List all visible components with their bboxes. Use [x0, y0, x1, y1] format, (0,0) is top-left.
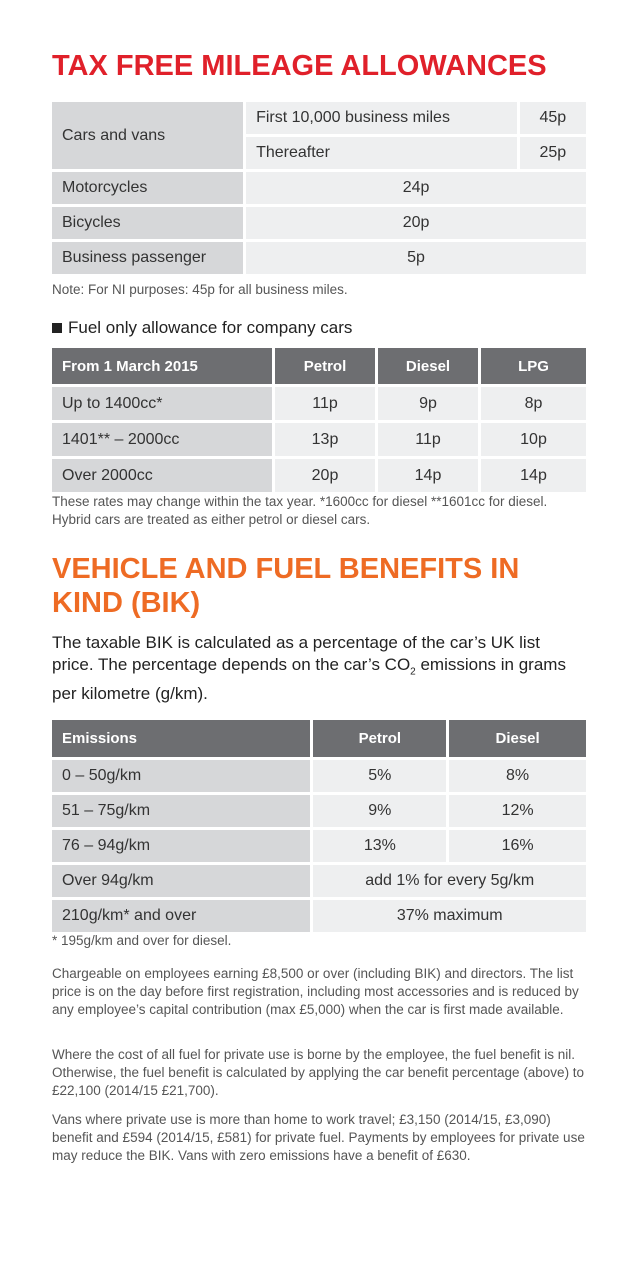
fuel-header: Petrol [275, 348, 375, 384]
fuel-lpg: 14p [481, 459, 586, 492]
bik-petrol: 9% [313, 795, 446, 827]
vehicle-label: Motorcycles [52, 172, 243, 204]
bik-row-label: Over 94g/km [52, 865, 310, 897]
vehicle-rate: 20p [246, 207, 586, 239]
vehicle-label: Business passenger [52, 242, 243, 274]
fuel-subheading-text: Fuel only allowance for company cars [68, 318, 353, 337]
fuel-subheading [52, 318, 352, 338]
bik-diesel: 8% [449, 760, 586, 792]
table-row [52, 459, 586, 492]
bik-diesel: 12% [449, 795, 586, 827]
fuel-diesel: 14p [378, 459, 478, 492]
bik-paragraph: Where the cost of all fuel for private use is borne by the employee, the fuel benefit is nil. Otherwise, the fuel benefit is calculated by applying the car benefit percentage (above) to £22,100 (2014/15 £21,700). [52, 1047, 585, 1098]
vehicle-rate: 5p [246, 242, 586, 274]
table-header-row [52, 348, 586, 384]
fuel-row-label: Up to 1400cc* [52, 387, 272, 420]
bik-petrol: 13% [313, 830, 446, 862]
mileage-title: TAX FREE MILEAGE ALLOWANCES [52, 50, 547, 82]
table-row [52, 242, 586, 274]
bik-paragraph: Chargeable on employees earning £8,500 or over (including BIK) and directors. The list price is on the day before first registration, including most accessories and is reduced by any employee’s capital contribution (max £5,000) when the car is first made available. [52, 966, 579, 1017]
table-row [52, 830, 586, 862]
fuel-header: Diesel [378, 348, 478, 384]
bik-merged-value: add 1% for every 5g/km [313, 865, 586, 897]
fuel-note: These rates may change within the tax year. *1600cc for diesel **1601cc for diesel. Hybrid cars are treated as either petrol or diesel cars. [52, 494, 548, 527]
bik-row-label: 51 – 75g/km [52, 795, 310, 827]
table-row [52, 795, 586, 827]
fuel-header: From 1 March 2015 [52, 348, 272, 384]
table-row [52, 760, 586, 792]
bik-table [49, 717, 589, 935]
ni-note: Note: For NI purposes: 45p for all business miles. [52, 282, 348, 297]
vehicle-rate: 24p [246, 172, 586, 204]
fuel-row-label: 1401** – 2000cc [52, 423, 272, 456]
fuel-diesel: 11p [378, 423, 478, 456]
bik-row-label: 210g/km* and over [52, 900, 310, 932]
fuel-petrol: 20p [275, 459, 375, 492]
table-row [52, 102, 586, 134]
table-header-row [52, 720, 586, 757]
bik-row-label: 0 – 50g/km [52, 760, 310, 792]
table-row [52, 207, 586, 239]
bik-footnote: * 195g/km and over for diesel. [52, 933, 232, 948]
cars-row-rate: 25p [520, 137, 586, 169]
bik-header: Petrol [313, 720, 446, 757]
bik-intro [52, 632, 586, 705]
bik-title: VEHICLE AND FUEL BENEFITS IN KIND (BIK) [52, 553, 520, 619]
cars-vans-label: Cars and vans [52, 102, 243, 169]
cars-row-rate: 45p [520, 102, 586, 134]
vehicle-label: Bicycles [52, 207, 243, 239]
bik-diesel: 16% [449, 830, 586, 862]
fuel-row-label: Over 2000cc [52, 459, 272, 492]
table-row [52, 900, 586, 932]
bik-row-label: 76 – 94g/km [52, 830, 310, 862]
table-row [52, 423, 586, 456]
mileage-table [49, 99, 589, 277]
table-row [52, 387, 586, 420]
fuel-lpg: 10p [481, 423, 586, 456]
table-row [52, 172, 586, 204]
cars-row-desc: Thereafter [246, 137, 517, 169]
fuel-petrol: 11p [275, 387, 375, 420]
bik-merged-value: 37% maximum [313, 900, 586, 932]
bik-intro-part1: The taxable BIK is calculated as a percentage of the car’s UK list price. The percentage depends on the car’s CO [52, 633, 540, 674]
cars-row-desc: First 10,000 business miles [246, 102, 517, 134]
co2-subscript: 2 [410, 666, 416, 678]
fuel-lpg: 8p [481, 387, 586, 420]
fuel-petrol: 13p [275, 423, 375, 456]
table-row [52, 865, 586, 897]
bik-header: Diesel [449, 720, 586, 757]
bik-paragraph: Vans where private use is more than home to work travel; £3,150 (2014/15, £3,090) benefit and £594 (2014/15, £581) for private fuel. Payments by employees for private use may reduce the BIK. Vans with zero emissions have a benefit of £630. [52, 1112, 585, 1163]
fuel-diesel: 9p [378, 387, 478, 420]
fuel-table [49, 345, 589, 495]
bik-petrol: 5% [313, 760, 446, 792]
fuel-header: LPG [481, 348, 586, 384]
bik-header: Emissions [52, 720, 310, 757]
bik-intro-part2: emissions in grams per kilometre (g/km). [52, 655, 566, 704]
square-bullet-icon [52, 323, 62, 333]
